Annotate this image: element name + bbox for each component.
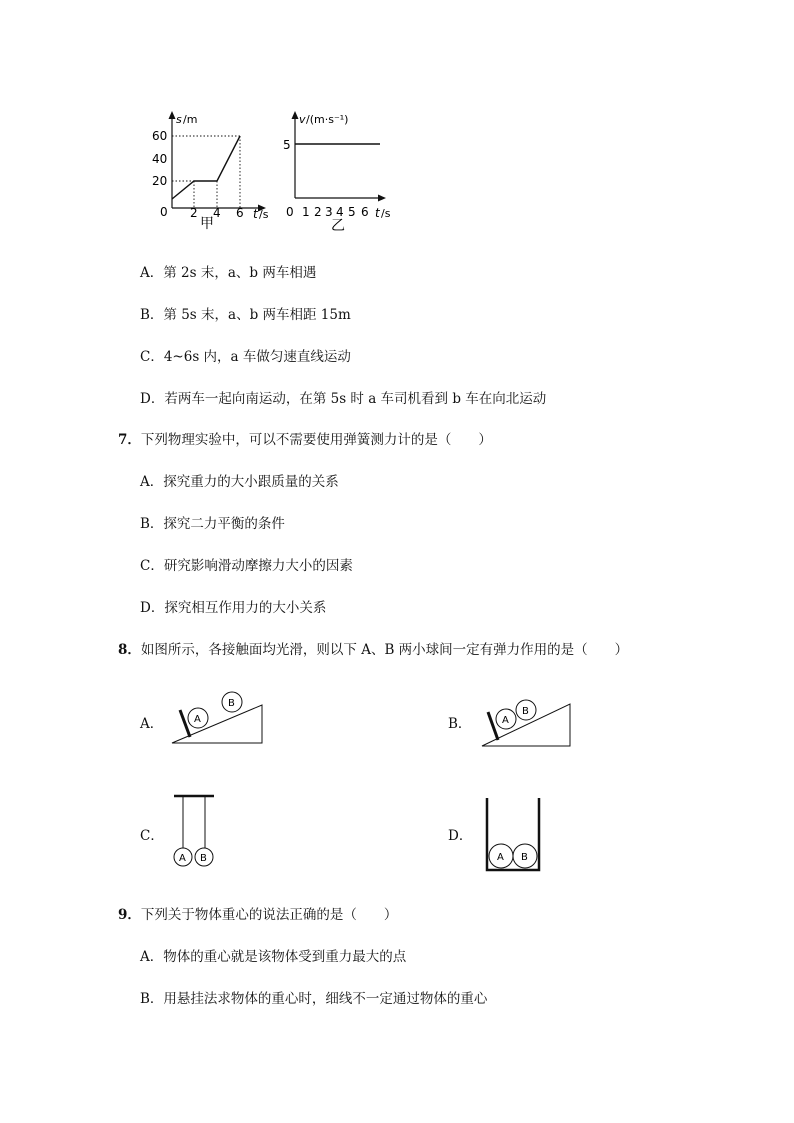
- q8-label-b: B．: [448, 716, 472, 732]
- jia-guides: [172, 136, 240, 208]
- q7-option-c: C．研究影响滑动摩擦力大小的因素: [140, 558, 353, 574]
- yi-xtick-5: 5: [348, 205, 356, 219]
- jia-xlabel-var: t: [253, 207, 258, 221]
- q8-text: 如图所示，各接触面均光滑，则以下 A、B 两小球间一定有弹力作用的是（ ）: [140, 642, 629, 658]
- q8-stem: [118, 638, 628, 658]
- q8-label-d: D．: [448, 828, 473, 844]
- yi-x-arrow: [378, 195, 386, 202]
- q7-text: 下列物理实验中，可以不需要使用弹簧测力计的是（ ）: [140, 432, 492, 448]
- jia-ytick-60: 60: [152, 129, 168, 143]
- yi-ylabel-unit: /(m·s⁻¹): [306, 113, 349, 126]
- jia-ytick-20: 20: [152, 174, 168, 188]
- q6-option-b: B．第 5s 末，a、b 两车相距 15m: [140, 307, 351, 323]
- q9-option-b: B．用悬挂法求物体的重心时，细线不一定通过物体的重心: [140, 991, 488, 1007]
- graphs-figure: [140, 105, 410, 240]
- q9-option-a: A．物体的重心就是该物体受到重力最大的点: [140, 949, 407, 965]
- yi-ytick-5: 5: [283, 138, 291, 152]
- q7-option-d: D．探究相互作用力的大小关系: [140, 600, 327, 616]
- yi-xtick-4: 4: [336, 205, 344, 219]
- jia-xtick-2: 2: [190, 206, 198, 220]
- jia-ylabel-var: s: [176, 113, 182, 126]
- yi-xtick-0: 0: [286, 205, 294, 219]
- yi-ylabel-var: v: [299, 113, 306, 126]
- jia-ylabel-unit: /m: [183, 113, 198, 126]
- ball-b-b-label: B: [522, 706, 529, 717]
- yi-xtick-2: 2: [314, 205, 322, 219]
- q8-diagram-b: [478, 690, 578, 752]
- q9-number: 9．: [118, 907, 141, 923]
- q6-option-c: C．4~6s 内，a 车做匀速直线运动: [140, 349, 351, 365]
- q6-option-d: D．若两车一起向南运动，在第 5s 时 a 车司机看到 b 车在向北运动: [140, 391, 547, 407]
- ball-b-a-label: A: [502, 715, 509, 726]
- yi-y-arrow: [292, 111, 299, 119]
- jia-xlabel-unit: /s: [259, 208, 269, 221]
- jia-ytick-40: 40: [152, 152, 168, 166]
- q7-option-b: B．探究二力平衡的条件: [140, 516, 285, 532]
- q8-label-a: A．: [140, 716, 164, 732]
- q9-text: 下列关于物体重心的说法正确的是（ ）: [140, 907, 398, 923]
- yi-xlabel-unit: /s: [381, 207, 391, 220]
- jia-caption: 甲: [200, 216, 214, 232]
- ball-c-b-label: B: [200, 853, 207, 864]
- ball-a-a-label: A: [194, 714, 201, 725]
- jia-xtick-6: 6: [236, 206, 244, 220]
- graph-jia: [169, 111, 267, 212]
- q8-number: 8．: [118, 642, 141, 658]
- jia-xtick-4: 4: [213, 206, 221, 220]
- q7-number: 7．: [118, 432, 141, 448]
- jia-y-arrow: [169, 111, 176, 119]
- q9-stem: [118, 903, 397, 923]
- yi-xlabel-var: t: [375, 206, 380, 220]
- yi-xtick-1: 1: [302, 205, 310, 219]
- q6-option-a: A．第 2s 末，a、b 两车相遇: [140, 265, 317, 281]
- ball-d-a-label: A: [497, 852, 504, 863]
- q8-diagram-c: [168, 792, 228, 872]
- q8-diagram-d: [482, 796, 546, 874]
- jia-data-line: [172, 136, 240, 199]
- q7-option-a: A．探究重力的大小跟质量的关系: [140, 474, 339, 490]
- yi-xtick-3: 3: [325, 205, 333, 219]
- q7-stem: [118, 428, 492, 448]
- ball-d-b-label: B: [521, 852, 528, 863]
- yi-caption: 乙: [331, 218, 345, 234]
- q8-label-c: C．: [140, 828, 164, 844]
- yi-xtick-6: 6: [361, 205, 369, 219]
- ball-c-a-label: A: [179, 853, 186, 864]
- q8-diagram-a: [168, 685, 268, 747]
- ball-a-b-label: B: [228, 698, 235, 709]
- jia-origin: 0: [160, 205, 168, 219]
